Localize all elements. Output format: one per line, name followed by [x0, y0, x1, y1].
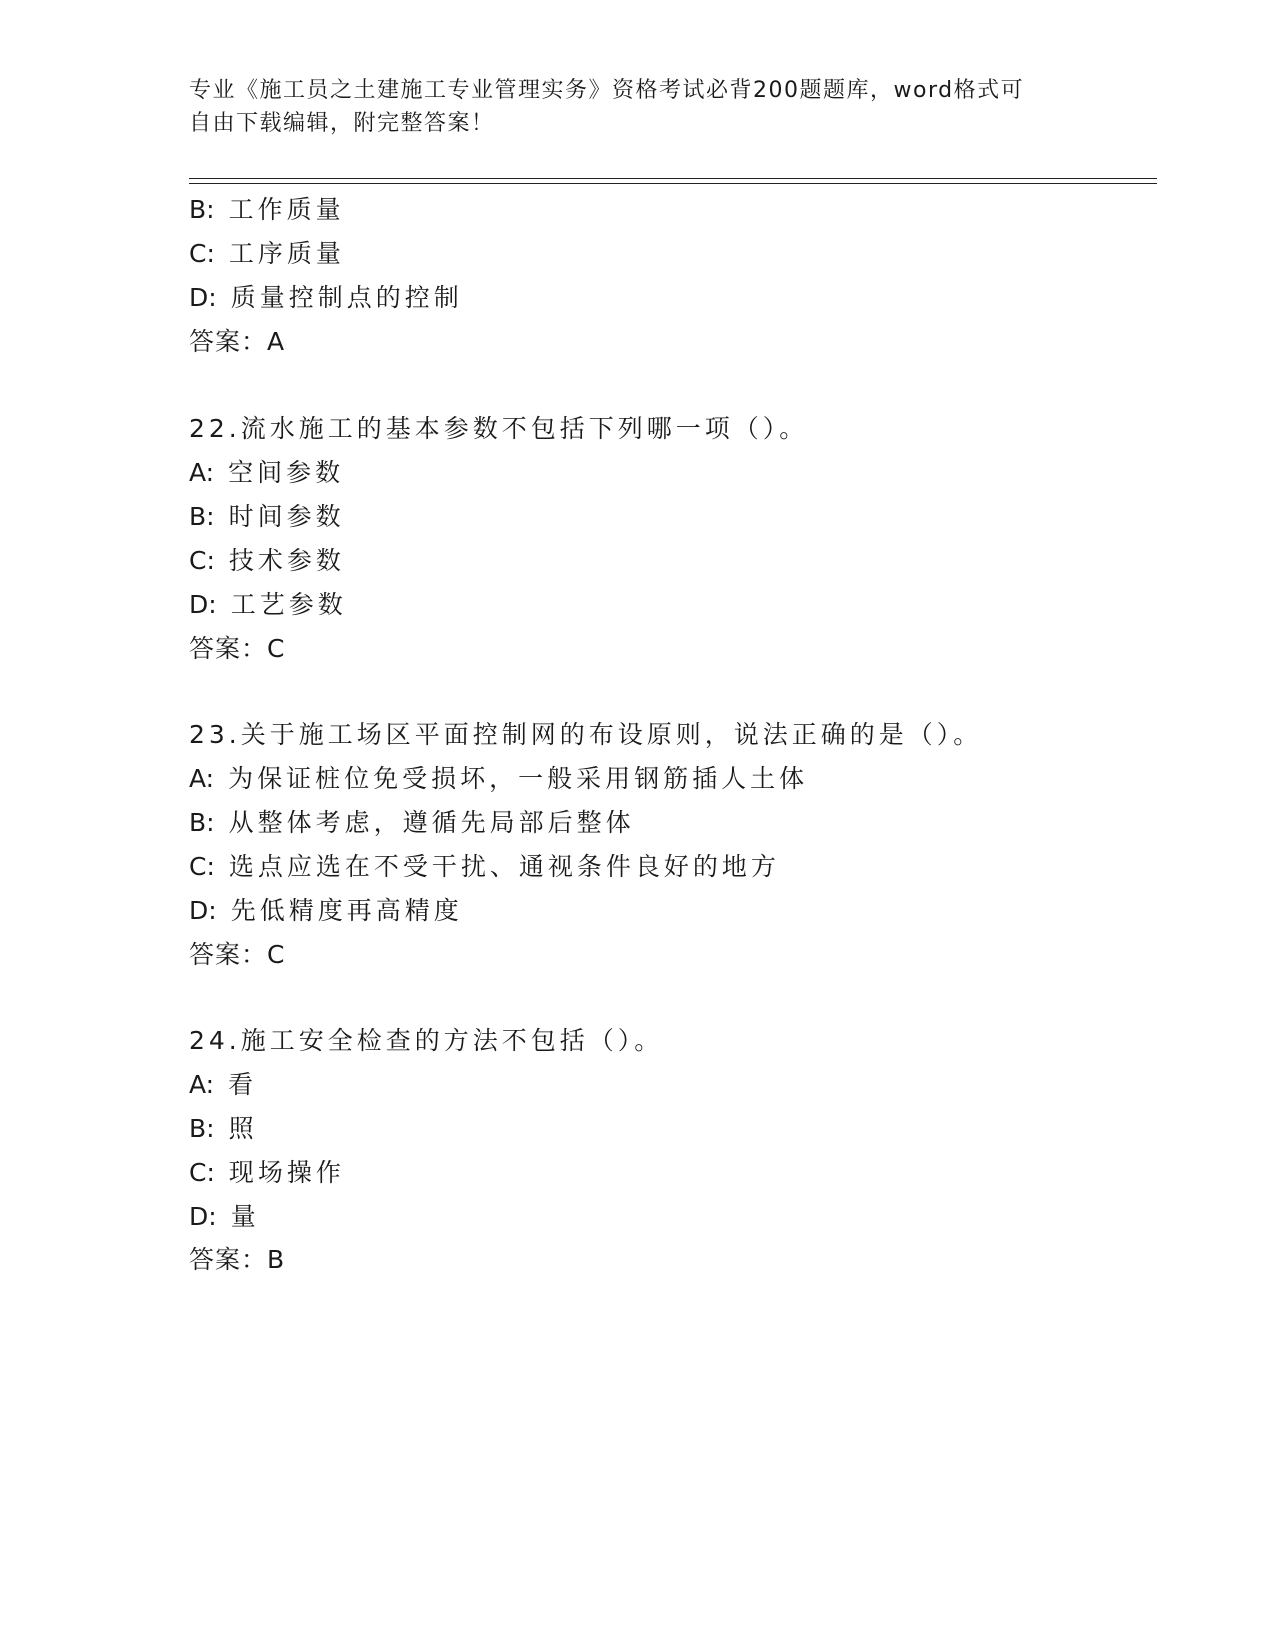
q22-option-d: [189, 590, 347, 620]
option-letter: C:: [189, 546, 215, 575]
header-line-2: 自由下载编辑，附完整答案！: [189, 111, 495, 136]
option-text: 技术参数: [228, 546, 345, 575]
option-letter: D:: [189, 896, 217, 925]
option-letter: C:: [189, 239, 215, 268]
q22-question: 22.流水施工的基本参数不包括下列哪一项（）。: [189, 414, 809, 443]
header-divider-bottom: [189, 183, 1157, 184]
option-text: 工艺参数: [230, 590, 347, 619]
option-letter: B:: [189, 195, 215, 224]
option-text: 为保证桩位免受损坏，一般采用钢筋插人土体: [228, 764, 809, 793]
q24-question: 24.施工安全检查的方法不包括（）。: [189, 1026, 664, 1055]
q23-option-d: [189, 896, 463, 926]
option-text: 先低精度再高精度: [230, 896, 463, 925]
option-text: 质量控制点的控制: [230, 283, 463, 312]
q22-option-c: [189, 546, 345, 576]
option-text: 工作质量: [228, 195, 345, 224]
option-letter: C:: [189, 1158, 215, 1187]
q23-option-a: [189, 764, 808, 794]
q21-option-c: [189, 239, 345, 269]
option-text: 量: [230, 1202, 260, 1231]
option-letter: A:: [189, 1070, 215, 1099]
q21-answer: 答案：A: [189, 327, 286, 356]
header-line-1: 专业《施工员之土建施工专业管理实务》资格考试必背200题题库，word格式可: [189, 78, 1025, 103]
q23-answer: 答案：C: [189, 940, 286, 969]
q24-option-a: [189, 1070, 257, 1100]
document-header: [189, 74, 1089, 140]
option-text: 工序质量: [228, 239, 345, 268]
option-letter: D:: [189, 1202, 217, 1231]
header-divider-top: [189, 178, 1157, 179]
q21-option-d: [189, 283, 463, 313]
option-letter: D:: [189, 590, 217, 619]
q23-option-c: [189, 852, 780, 882]
option-letter: C:: [189, 852, 215, 881]
option-letter: D:: [189, 283, 217, 312]
option-text: 从整体考虑，遵循先局部后整体: [228, 808, 635, 837]
q24-option-b: [189, 1114, 258, 1144]
option-text: 看: [228, 1070, 258, 1099]
q24-option-d: [189, 1202, 260, 1232]
option-letter: A:: [189, 458, 215, 487]
q24-answer: 答案：B: [189, 1245, 286, 1274]
option-text: 选点应选在不受干扰、通视条件良好的地方: [228, 852, 780, 881]
option-text: 时间参数: [228, 502, 345, 531]
option-letter: B:: [189, 1114, 215, 1143]
option-text: 现场操作: [228, 1158, 345, 1187]
option-letter: B:: [189, 502, 215, 531]
option-letter: A:: [189, 764, 215, 793]
q24-option-c: [189, 1158, 345, 1188]
option-text: 空间参数: [228, 458, 345, 487]
q22-option-b: [189, 502, 345, 532]
q23-question: 23.关于施工场区平面控制网的布设原则，说法正确的是（）。: [189, 720, 983, 749]
option-text: 照: [228, 1114, 258, 1143]
q23-option-b: [189, 808, 635, 838]
q22-option-a: [189, 458, 344, 488]
q22-answer: 答案：C: [189, 634, 286, 663]
q21-option-b: [189, 195, 345, 225]
option-letter: B:: [189, 808, 215, 837]
